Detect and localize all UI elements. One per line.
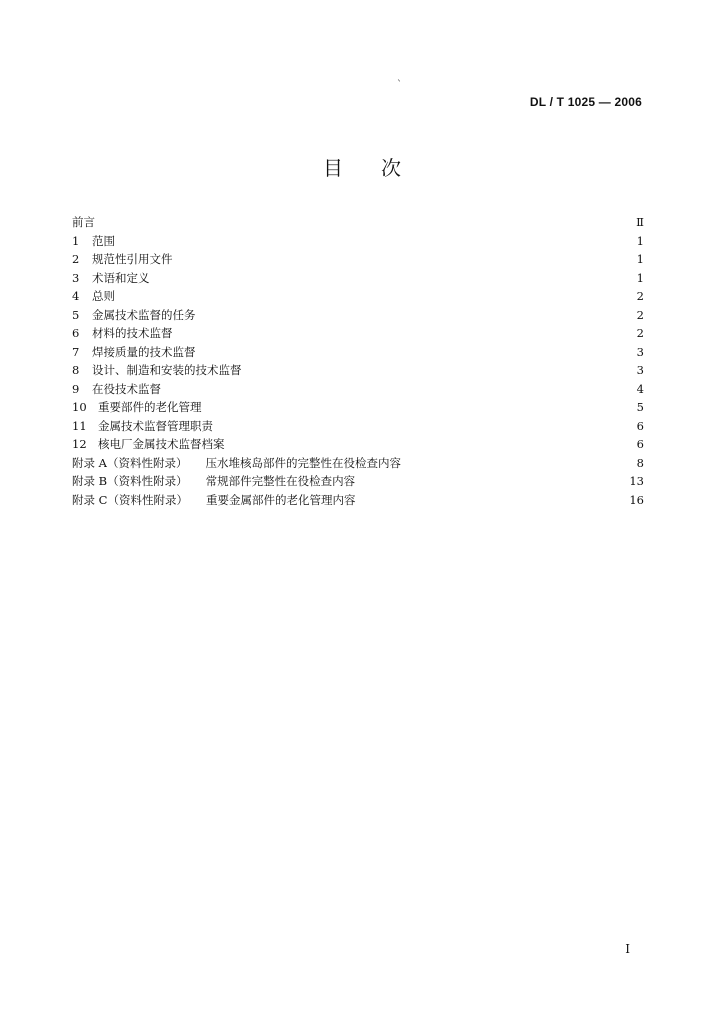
toc-appendix-number: 附录 B（资料性附录） [72,474,188,488]
toc-entry-label: 前言 [72,215,95,229]
toc-entry[interactable] [72,343,644,362]
toc-entry[interactable] [72,417,644,436]
toc-entry-number: 12 [72,437,87,451]
toc-entry-label: 术语和定义 [92,270,150,285]
toc-entry-page: 3 [636,344,644,359]
standard-code: DL / T 1025 — 2006 [529,95,642,109]
toc-entry-label: 设计、制造和安装的技术监督 [92,363,242,377]
toc-entry-label: 重要金属部件的老化管理内容 [205,492,356,507]
toc-entry-number: 1 [72,233,80,248]
toc-entry[interactable] [72,232,644,251]
toc-entry-page: 1 [636,270,644,285]
toc-entry[interactable] [72,306,644,325]
toc-entry-number: 2 [72,252,80,266]
toc-entry-label: 规范性引用文件 [92,252,173,266]
toc-entry[interactable] [72,287,644,306]
toc-entry-page: 2 [636,289,644,303]
toc-entry-label: 压水堆核岛部件的完整性在役检查内容 [205,455,401,470]
toc-appendix-entry[interactable] [72,454,644,473]
toc-entry-page: 2 [636,326,644,340]
toc-entry-label: 核电厂金属技术监督档案 [98,437,225,451]
toc-entry-number: 9 [72,381,80,396]
toc-entry-number: 3 [72,270,80,285]
toc-entry-page: 1 [636,233,644,248]
toc-entry-number: 10 [72,400,87,414]
toc-entry-number: 7 [72,344,80,359]
toc-entry-page: 8 [636,455,644,470]
toc-appendix-entry[interactable] [72,472,644,491]
toc-entry-label: 在役技术监督 [92,381,161,396]
toc-entry[interactable] [72,213,644,232]
toc-entry[interactable] [72,250,644,269]
toc-entry-number: 5 [72,307,80,322]
toc-entry-label: 焊接质量的技术监督 [92,344,196,359]
toc-entry[interactable] [72,324,644,343]
toc-entry-label: 重要部件的老化管理 [98,400,202,414]
toc-entry-label: 总则 [92,289,115,303]
toc-entry-page: 6 [636,418,644,433]
toc-appendix-number: 附录 C（资料性附录） [72,492,188,507]
toc-entry-number: 6 [72,326,80,340]
toc-entry-page: 16 [629,492,644,507]
toc-entry-label: 材料的技术监督 [92,326,173,340]
toc-entry-label: 常规部件完整性在役检查内容 [205,474,356,488]
toc-entry[interactable] [72,435,644,454]
toc-entry-page: 2 [636,307,644,322]
toc-entry[interactable] [72,398,644,417]
toc-entry-page: 13 [629,474,644,488]
scan-mark: ` [397,80,402,91]
toc-appendix-entry[interactable] [72,491,644,510]
toc-entry-page: 1 [636,252,644,266]
toc-entry[interactable] [72,269,644,288]
toc-entry-page: 4 [636,381,644,396]
toc-appendix-number: 附录 A（资料性附录） [72,455,188,470]
toc-entry[interactable] [72,380,644,399]
toc-entry-page: 6 [636,437,644,451]
page-title: 目次 [323,156,439,180]
toc-entry-number: 11 [72,418,87,433]
toc-entry-label: 金属技术监督的任务 [92,307,196,322]
toc-entry-page: 5 [636,400,644,414]
table-of-contents [72,213,644,509]
page-number: I [625,942,630,956]
toc-entry[interactable] [72,361,644,380]
toc-entry-page: Ⅱ [636,215,644,229]
toc-entry-label: 范围 [92,233,115,248]
toc-entry-label: 金属技术监督管理职责 [98,418,213,433]
toc-entry-page: 3 [636,363,644,377]
toc-entry-number: 8 [72,363,80,377]
toc-entry-number: 4 [72,289,80,303]
